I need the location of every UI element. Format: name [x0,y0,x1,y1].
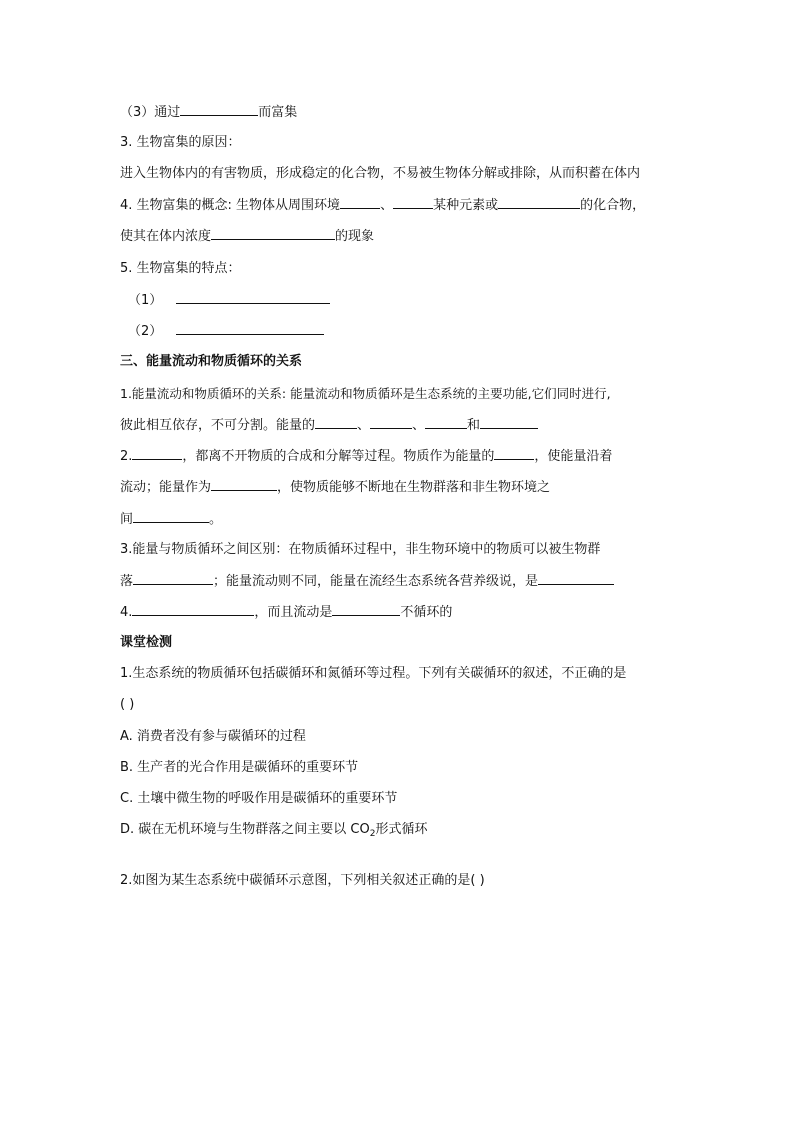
q1-option-d-text: D. 碳在无机环境与生物群落之间主要以 CO [120,822,370,837]
concept-text-5: 使其在体内浓度 [120,229,212,244]
q1-option-b[interactable]: B. 生产者的光合作用是碳循环的重要环节 [120,760,359,775]
fill-blank[interactable] [498,196,580,209]
feature-heading: 5. 生物富集的特点： [120,261,241,276]
concept-line-2 [120,227,680,245]
q1-option-c[interactable]: C. 土壤中微生物的呼吸作用是碳循环的重要环节 [120,791,398,806]
check-heading: 课堂检测 [120,635,173,650]
concept-sep: 、 [380,198,394,213]
fill-blank[interactable] [180,103,258,116]
p4-text-1: ，而且流动是 [254,605,333,620]
relation-line-2 [120,416,680,434]
item-3-prefix: （3）通过 [120,105,181,120]
q1-paren: ( ) [120,697,135,712]
feature-label-2: （2） [128,324,163,339]
cause-text: 进入生物体内的有害物质，形成稳定的化合物，不易被生物体分解或排除，从而积蓄在体内 [120,166,641,181]
q1-option-a[interactable]: A. 消费者没有参与碳循环的过程 [120,729,306,744]
feature-label-1: （1） [128,293,163,308]
p3-text-1: 落 [120,574,134,589]
relation-sep-1: 、 [357,418,371,433]
q2-stem: 2.如图为某生态系统中碳循环示意图，下列相关叙述正确的是( ) [120,873,485,888]
fill-blank[interactable] [211,227,335,240]
fill-blank[interactable] [494,447,534,460]
p4-num: 4. [120,605,133,620]
item-3-suffix: 而富集 [258,105,298,120]
relation-and: 和 [467,418,481,433]
q1-stem: 1.生态系统的物质循环包括碳循环和氮循环等过程。下列有关碳循环的叙述，不正确的是 [120,666,627,681]
concept-text-3: 某种元素或 [433,198,499,213]
fill-blank[interactable] [211,478,277,491]
feature-item-1 [128,291,688,309]
p2-line-2 [120,478,680,496]
p2-text-3: 流动；能量作为 [120,480,212,495]
fill-blank[interactable] [370,416,412,429]
fill-blank[interactable] [332,603,400,616]
p2-text-1: ，都离不开物质的合成和分解等过程。物质作为能量的 [182,449,495,464]
section-3-heading: 三、能量流动和物质循环的关系 [120,354,303,369]
concept-text-4: 的化合物， [580,198,646,213]
item-3-line [120,103,680,121]
fill-blank[interactable] [315,416,357,429]
relation-text: 彼此相互依存，不可分割。能量的 [120,418,316,433]
fill-blank[interactable] [480,416,538,429]
fill-blank[interactable] [425,416,467,429]
relation-sep-2: 、 [412,418,426,433]
p3-line-1: 3.能量与物质循环之间区别：在物质循环过程中，非生物环境中的物质可以被生物群 [120,542,601,557]
p2-num: 2. [120,449,133,464]
fill-blank[interactable] [132,447,182,460]
q1-option-d-subscript: 2 [369,829,376,839]
cause-heading: 3. 生物富集的原因： [120,135,241,150]
p2-text-5: 间 [120,512,134,527]
concept-text-6: 的现象 [335,229,375,244]
q1-option-d[interactable] [120,821,680,839]
p3-line-2 [120,572,680,590]
p2-text-2: ，使能量沿着 [534,449,613,464]
p2-text-6: 。 [209,512,223,527]
fill-blank[interactable] [538,572,614,585]
p4-text-2: 不循环的 [400,605,453,620]
concept-text-1: 4. 生物富集的概念: 生物体从周围环境 [120,198,341,213]
p2-line-3 [120,510,680,528]
fill-blank[interactable] [340,196,380,209]
fill-blank[interactable] [133,572,213,585]
feature-item-2 [128,322,688,340]
relation-line-1: 1.能量流动和物质循环的关系: 能量流动和物质循环是生态系统的主要功能,它们同时进行, [120,386,611,401]
p2-line-1 [120,447,680,465]
q1-option-d-suffix: 形式循环 [375,822,428,837]
concept-line-1 [120,196,680,214]
fill-blank[interactable] [132,603,254,616]
fill-blank[interactable] [176,291,330,304]
fill-blank[interactable] [176,322,324,335]
p4-line [120,603,680,621]
p3-text-2: ；能量流动则不同，能量在流经生态系统各营养级说，是 [213,574,539,589]
p2-text-4: ，使物质能够不断地在生物群落和非生物环境之 [277,480,551,495]
fill-blank[interactable] [133,510,209,523]
fill-blank[interactable] [393,196,433,209]
